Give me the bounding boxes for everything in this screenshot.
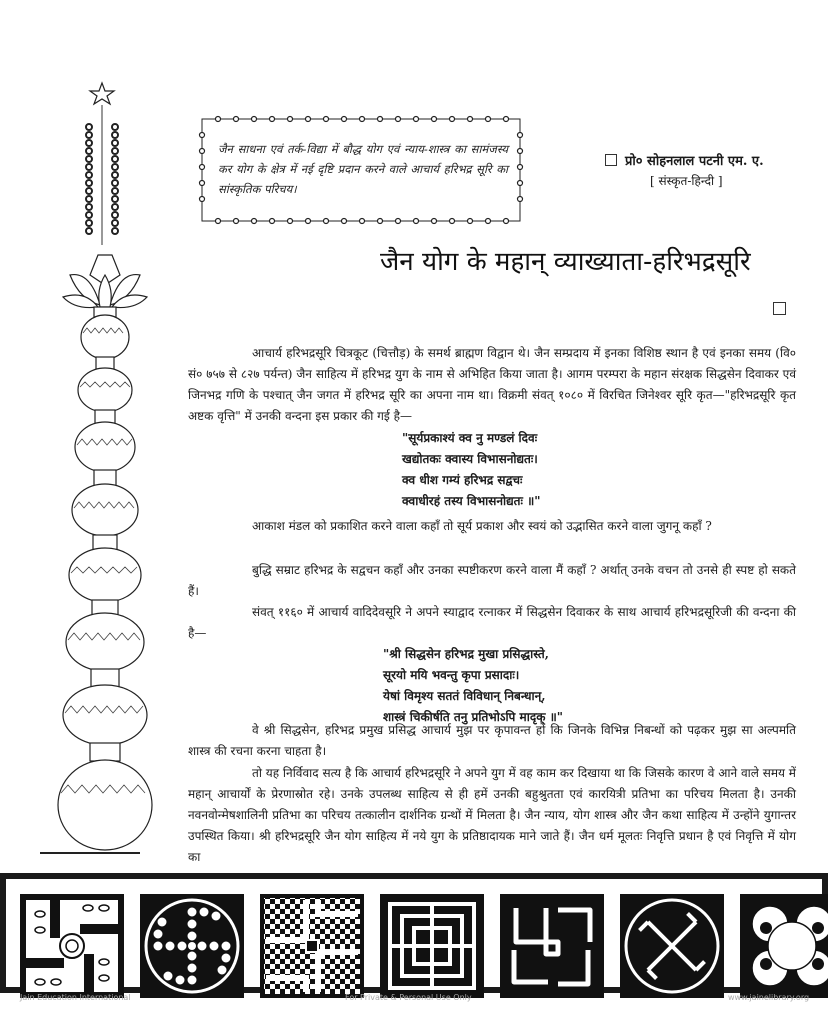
verse-line: येषां विमृश्य सततं विविधान् निबन्धान्,	[383, 689, 546, 703]
square-bullet-icon	[605, 154, 617, 166]
article-title: जैन योग के महान् व्याख्याता-हरिभद्रसूरि	[380, 247, 751, 277]
paragraph-3: बुद्धि सम्राट हरिभद्र के सद्वचन कहाँ और उनका स्पष्टीकरण करने वाला मैं कहाँ ? अर्थात् उनके वचन तो उनसे ही स्पष्ट हो सकते हैं।	[188, 563, 796, 598]
paragraph-5: वे श्री सिद्धसेन, हरिभद्र प्रमुख प्रसिद्ध आचार्य मुझ पर कृपावन्त हों कि जिनके विभिन्न निबन्धों को पढ़कर मुझ सा अल्पमति शास्त्र की रचना करना चाहता है।	[188, 723, 796, 758]
footer-left: Jain Education International	[20, 993, 131, 1002]
page-footer	[0, 993, 828, 1003]
swastika-outline-tile-icon	[500, 894, 604, 998]
square-bullet-icon	[773, 302, 786, 315]
verse-line: "श्री सिद्धसेन हरिभद्र मुखा प्रसिद्धास्ते,	[383, 647, 549, 661]
intro-summary-text: जैन साधना एवं तर्क-विद्या में बौद्ध योग एवं न्याय-शास्त्र का सामंजस्य कर योग के क्षेत्र में नई दृष्टि प्रदान करने वाले आचार्य हरिभद्र सूरि का सांस्कृतिक परिचय।	[218, 142, 508, 196]
swastika-leaf-tile-icon	[20, 894, 124, 998]
verse-line: क्व धीश गम्यं हरिभद्र सद्वचः	[402, 473, 523, 487]
verse-line: सूरयो मयि भवन्तु कृपा प्रसादाः।	[383, 668, 520, 682]
author-name: प्रो० सोहनलाल पटनी एम. ए.	[625, 154, 764, 169]
swastika-maze-tile-icon	[380, 894, 484, 998]
footer-center: For Private & Personal Use Only	[345, 993, 472, 1002]
paragraph-6: तो यह निर्विवाद सत्य है कि आचार्य हरिभद्रसूरि ने अपने युग में वह काम कर दिखाया था कि जिसके कारण वे आने वाले समय में महान् आचार्यों के प्रेरणास्रोत रहे। उनके उपलब्ध साहित्य से ही हमें उनकी बहुश्रुतता एवं कारयित्री प्रतिभा का परिचय मिलता है। उनकी नवनवोन्मेषशालिनी प्रतिभा का परिचय तत्कालीन दार्शनिक ग्रन्थों में मिलता है। जैन न्याय, योग शास्त्र और जैन कथा साहित्य में उन्होंने युगान्तर उपस्थित किया। श्री हरिभद्रसूरि जैन योग साहित्य में नये युग के प्रतिष्ठादायक माने जाते हैं। जैन धर्म मूलतः निवृत्ति प्रधान है एवं निवृत्ति में योग का	[188, 766, 796, 864]
author-byline	[605, 151, 764, 169]
paragraph-2: आकाश मंडल को प्रकाशित करने वाला कहाँ तो सूर्य प्रकाश और स्वयं को उद्भासित करने वाला जुगनू कहाँ ?	[252, 519, 712, 533]
swastika-beads-tile-icon	[140, 894, 244, 998]
footer-right: www.jainelibrary.org	[728, 993, 810, 1002]
lotus-medallion-tile-icon	[740, 894, 828, 998]
verse-line: खद्योतकः क्वास्य विभासनोद्यतः।	[402, 452, 538, 466]
swastika-circle-tile-icon	[620, 894, 724, 998]
verse-1	[402, 428, 541, 512]
author-subject: [ संस्कृत-हिन्दी ]	[650, 174, 723, 188]
swastika-checkered-tile-icon	[260, 894, 364, 998]
swastika-ornament-band	[0, 873, 828, 993]
kalash-pillar-illustration	[30, 75, 180, 875]
verse-line: शास्त्रं चिकीर्षति तनु प्रतिभोऽपि मादृक् ॥"	[383, 710, 564, 724]
verse-2	[383, 644, 563, 728]
paragraph-1: आचार्य हरिभद्रसूरि चित्रकूट (चित्तौड़) के समर्थ ब्राह्मण विद्वान थे। जैन सम्प्रदाय में इनका विशिष्ठ स्थान है एवं इनका समय (वि० सं० ७५७ से ८२७ पर्यन्त) जैन साहित्य में हरिभद्र युग के नाम से अभिहित किया जाता है। आगम परम्परा के महान संरक्षक सिद्धसेन दिवाकर एवं जिनभद्र गणि के पश्चात् जैन जगत में हरिभद्र सूरि का अपना नाम था। विक्रमी संवत् १०८० में विरचित जिनेश्वर सूरि कृत—"हरिभद्रसूरि कृत अष्टक वृत्ति" में उनकी वन्दना इस प्रकार की गई है—	[188, 346, 796, 423]
star-icon	[90, 83, 114, 104]
paragraph-4: संवत् ११६० में आचार्य वादिदेवसूरि ने अपने स्याद्वाद रत्नाकर में सिद्धसेन दिवाकर के साथ आचार्य हरिभद्रसूरिजी की वन्दना की है—	[188, 605, 796, 640]
verse-line: क्वाधीरहं तस्य विभासनोद्यतः ॥"	[402, 494, 541, 508]
verse-line: "सूर्यप्रकाश्यं क्व नु मण्डलं दिवः	[402, 431, 538, 445]
intro-summary-box	[198, 115, 524, 225]
